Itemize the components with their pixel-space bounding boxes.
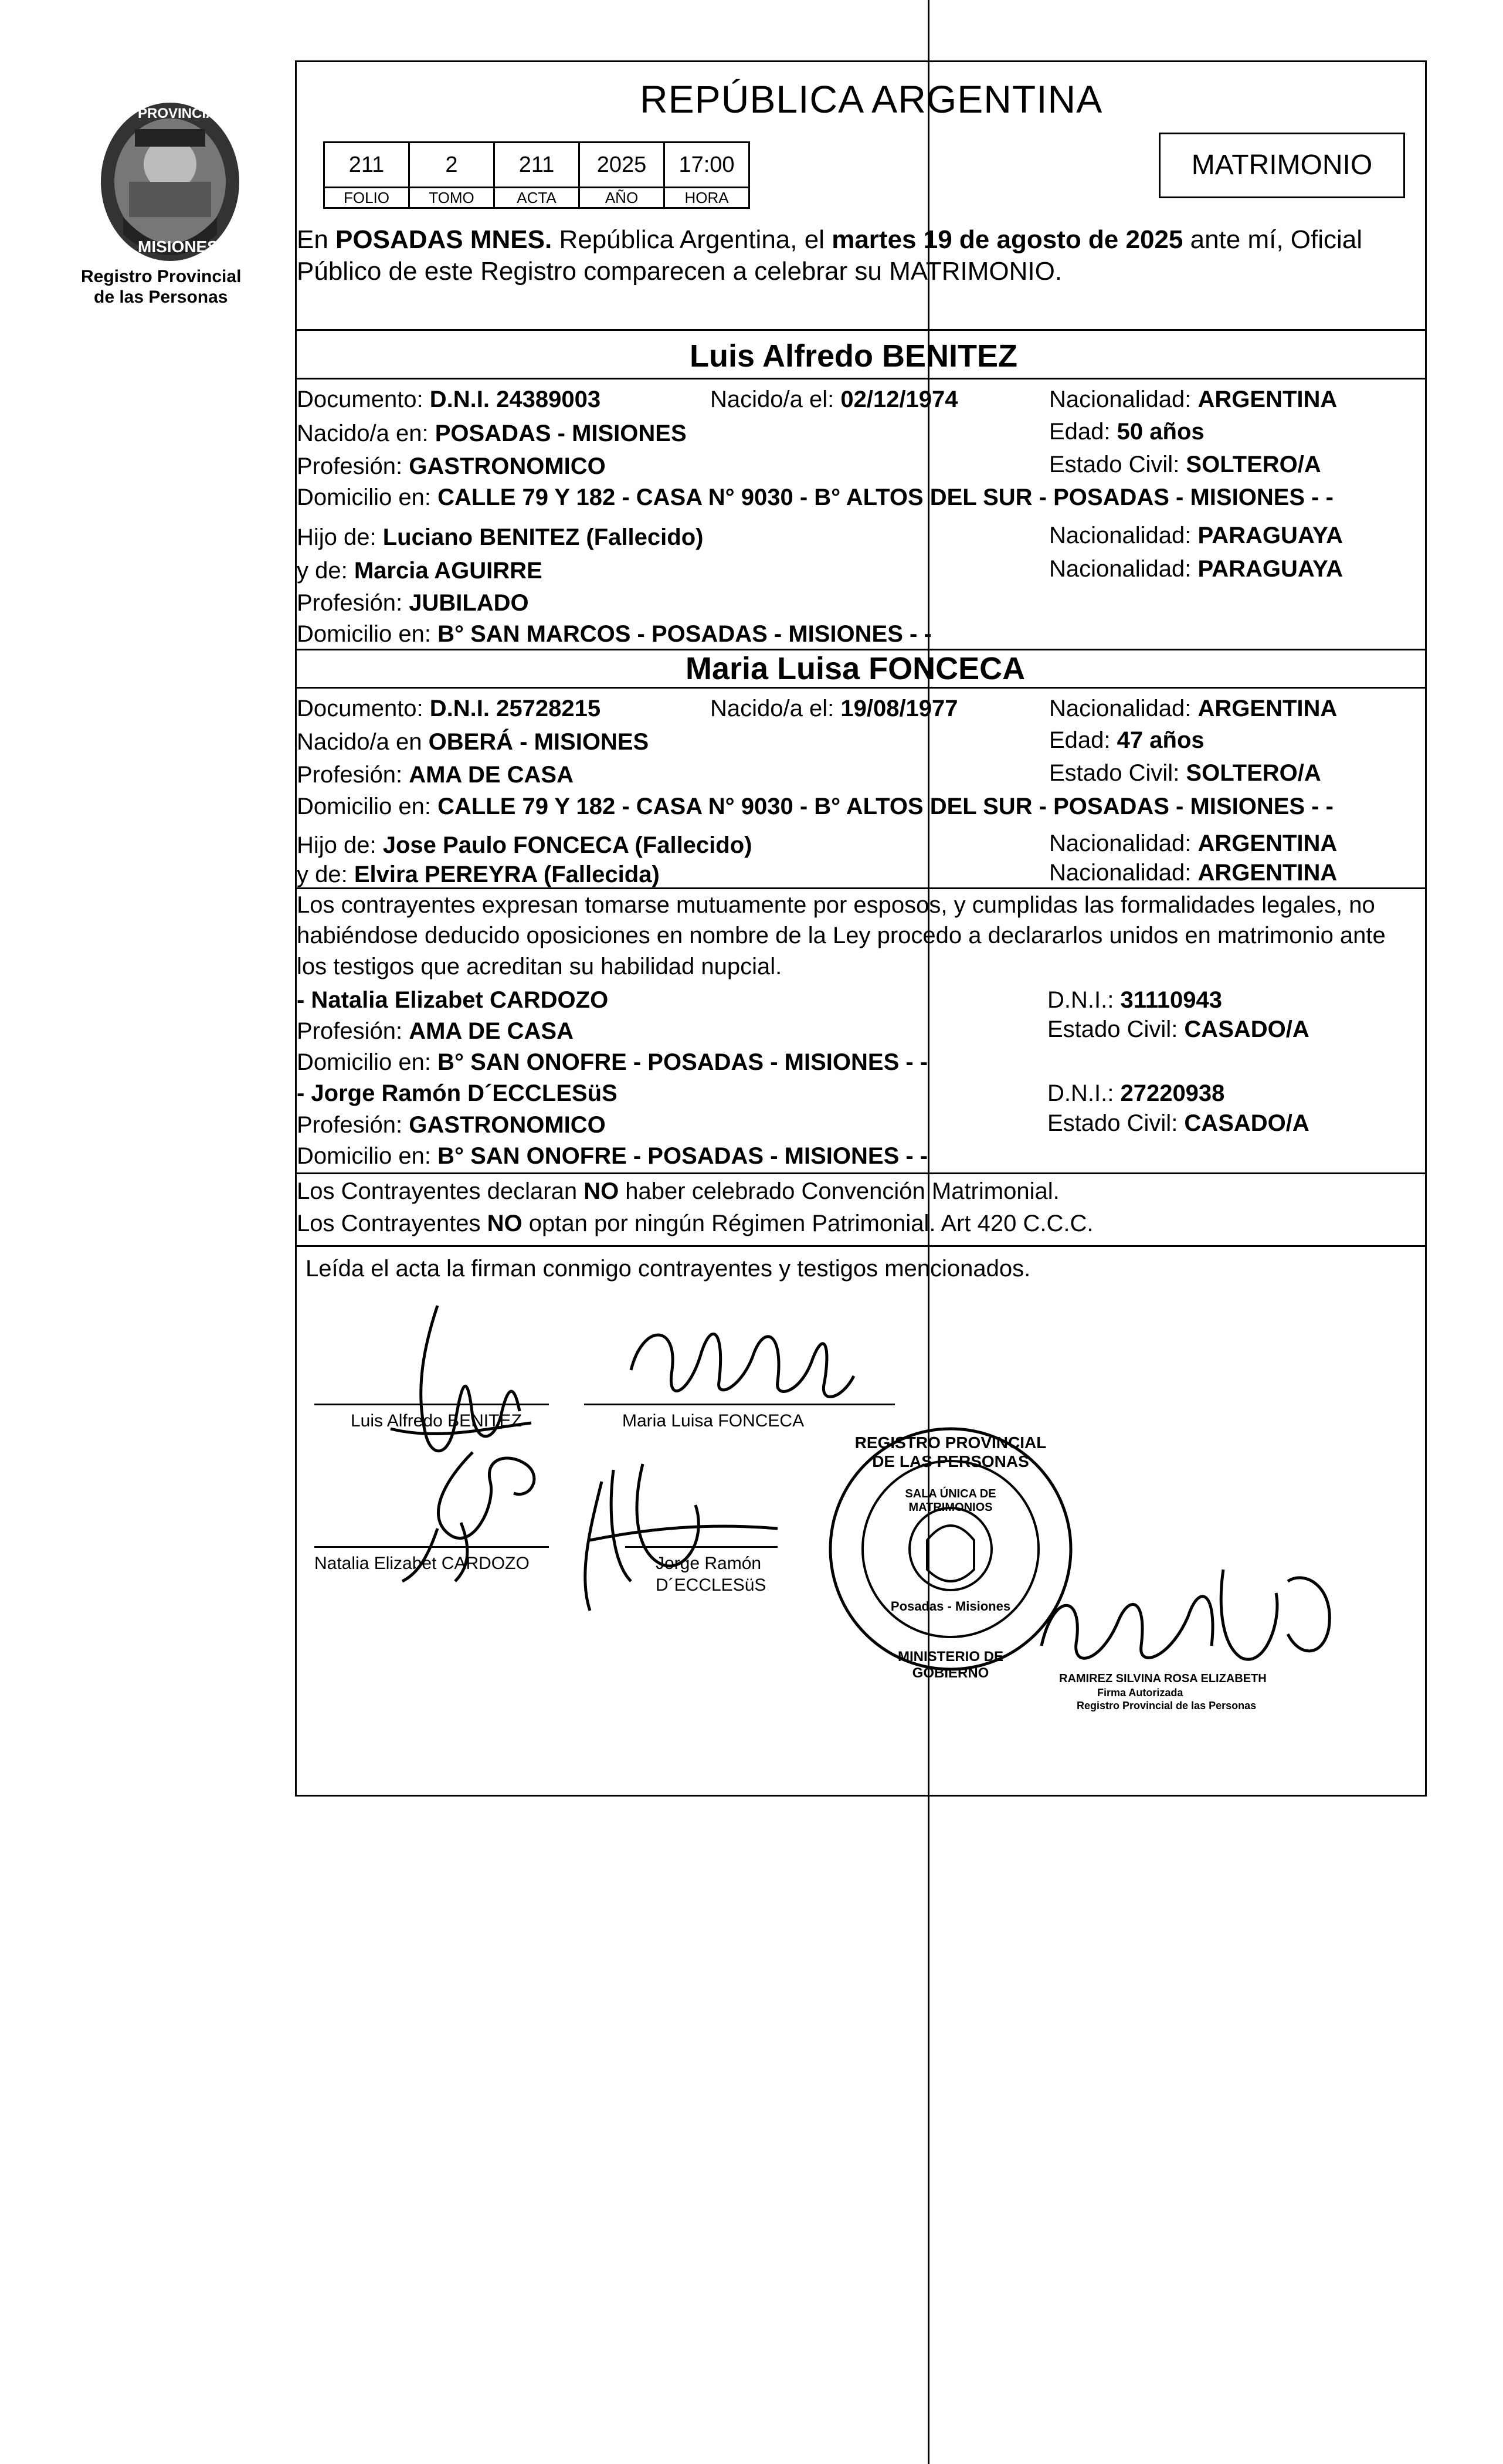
divider-declaration: [297, 887, 1425, 889]
groom-name: Luis Alfredo BENITEZ: [690, 338, 1018, 374]
folio-label: FOLIO: [323, 187, 410, 209]
seal-city: Posadas - Misiones: [890, 1599, 1011, 1614]
witness1-profession: Profesión: AMA DE CASA: [297, 1018, 574, 1044]
doc-type-box: [1159, 133, 1405, 198]
bride-age: Edad: 47 años: [1049, 727, 1205, 753]
registry-logo: [82, 94, 258, 270]
bride-mother-nationality: Nacionalidad: ARGENTINA: [1049, 860, 1338, 886]
groom-parents-profession: Profesión: JUBILADO: [297, 590, 529, 616]
groom-profession: Profesión: GASTRONOMICO: [297, 453, 606, 479]
witness2-civil-status: Estado Civil: CASADO/A: [1047, 1110, 1309, 1136]
witness1-civil-status: Estado Civil: CASADO/A: [1047, 1016, 1309, 1042]
official-signature: [1030, 1546, 1358, 1681]
acta-label: ACTA: [493, 187, 580, 209]
bride-document: Documento: D.N.I. 25728215: [297, 696, 601, 721]
registry-name-line2: de las Personas: [94, 287, 228, 307]
witness2-name: - Jorge Ramón D´ECCLESüS: [297, 1080, 618, 1106]
logo-text-top: PROVINCIA DE: [138, 106, 239, 121]
logo-text-bottom: MISIONES: [138, 238, 218, 256]
witness1-name: - Natalia Elizabet CARDOZO: [297, 987, 609, 1013]
bride-civil-status: Estado Civil: SOLTERO/A: [1049, 760, 1321, 786]
witness2-signature-line: [625, 1546, 778, 1548]
tomo-label: TOMO: [408, 187, 495, 209]
registry-name-line1: Registro Provincial: [81, 267, 242, 286]
witness2-dni: D.N.I.: 27220938: [1047, 1080, 1225, 1106]
groom-father: Hijo de: Luciano BENITEZ (Fallecido): [297, 524, 704, 550]
ano-value: 2025: [578, 141, 665, 188]
groom-parents-address: Domicilio en: B° SAN MARCOS - POSADAS - MISIONES - -: [297, 621, 932, 647]
intro-date: martes 19 de agosto de 2025: [832, 225, 1183, 254]
divider-conventions: [297, 1172, 1425, 1174]
witness1-signature-caption: Natalia Elizabet CARDOZO: [314, 1554, 530, 1573]
groom-civil-status: Estado Civil: SOLTERO/A: [1049, 452, 1321, 477]
declaration-line1: Los contrayentes expresan tomarse mutuamente por esposos, y cumplidas las formalidades legales, no: [297, 892, 1375, 918]
acta-value: 211: [493, 141, 580, 188]
hora-value: 17:00: [663, 141, 750, 188]
groom-born-date: Nacido/a el: 02/12/1974: [710, 387, 958, 412]
seal-bottom-text: MINISTERIO DE GOBIERNO: [897, 1649, 1003, 1681]
divider-groom: [297, 378, 1425, 379]
groom-birthplace: Nacido/a en: POSADAS - MISIONES: [297, 421, 687, 446]
hora-label: HORA: [663, 187, 750, 209]
bride-profession: Profesión: AMA DE CASA: [297, 762, 574, 788]
witness2-signature-caption-line1: Jorge Ramón: [656, 1554, 762, 1573]
witness2-address: Domicilio en: B° SAN ONOFRE - POSADAS - MISIONES - -: [297, 1143, 928, 1169]
bride-birthplace: Nacido/a en OBERÁ - MISIONES: [297, 729, 649, 755]
convention-line1: Los Contrayentes declaran NO haber celebrado Convención Matrimonial.: [297, 1178, 1060, 1204]
tomo-value: 2: [408, 141, 495, 188]
convention-line2: Los Contrayentes NO optan por ningún Régimen Patrimonial. Art 420 C.C.C.: [297, 1211, 1094, 1236]
seal-outer-text: REGISTRO PROVINCIAL DE LAS PERSONAS: [854, 1433, 1047, 1470]
folio-value: 211: [323, 141, 410, 188]
groom-age: Edad: 50 años: [1049, 419, 1205, 445]
bride-name: Maria Luisa FONCECA: [686, 651, 1026, 686]
bride-signature-line: [584, 1404, 895, 1405]
witness1-dni: D.N.I.: 31110943: [1047, 987, 1223, 1013]
groom-mother: y de: Marcia AGUIRRE: [297, 558, 542, 584]
groom-signature-caption: Luis Alfredo BENITEZ: [351, 1411, 522, 1431]
intro-city: POSADAS MNES.: [335, 225, 552, 254]
witness2-signature: [555, 1446, 789, 1622]
bride-father: Hijo de: Jose Paulo FONCECA (Fallecido): [297, 832, 752, 858]
official-title1: Firma Autorizada: [1097, 1687, 1183, 1699]
bride-nationality: Nacionalidad: ARGENTINA: [1049, 696, 1338, 721]
divider-header: [297, 329, 1425, 331]
ano-label: AÑO: [578, 187, 665, 209]
groom-signature-line: [314, 1404, 549, 1405]
groom-address: Domicilio en: CALLE 79 Y 182 - CASA N° 9030 - B° ALTOS DEL SUR - POSADAS - MISIONES - -: [297, 484, 1334, 510]
bride-born-date: Nacido/a el: 19/08/1977: [710, 696, 958, 721]
official-name: RAMIREZ SILVINA ROSA ELIZABETH: [1059, 1672, 1267, 1685]
witness2-signature-caption-line2: D´ECCLESüS: [656, 1575, 766, 1595]
declaration-line2: habiéndose deducido oposiciones en nombre de la Ley procedo a declararlos unidos en matrimonio ante: [297, 923, 1386, 948]
witness2-profession: Profesión: GASTRONOMICO: [297, 1112, 606, 1138]
groom-nationality: Nacionalidad: ARGENTINA: [1049, 387, 1338, 412]
groom-mother-nationality: Nacionalidad: PARAGUAYA: [1049, 556, 1343, 582]
witness1-address: Domicilio en: B° SAN ONOFRE - POSADAS - MISIONES - -: [297, 1049, 928, 1075]
official-title2: Registro Provincial de las Personas: [1077, 1700, 1257, 1711]
bride-signature-caption: Maria Luisa FONCECA: [622, 1411, 805, 1431]
divider-bride-name: [297, 687, 1425, 689]
doc-type: MATRIMONIO: [1191, 150, 1373, 181]
groom-document: Documento: D.N.I. 24389003: [297, 387, 601, 412]
scan-vertical-line: [928, 0, 929, 2464]
record-grid: [323, 141, 751, 209]
seal-inner-text: SALA ÚNICA DE MATRIMONIOS: [905, 1487, 996, 1514]
declaration-line3: los testigos que acreditan su habilidad nupcial.: [297, 954, 782, 980]
marriage-certificate-form: [295, 60, 1427, 1797]
witness1-signature-line: [314, 1546, 549, 1548]
country-title: REPÚBLICA ARGENTINA: [640, 77, 1103, 121]
intro-line2: Público de este Registro comparecen a celebrar su MATRIMONIO.: [297, 257, 1063, 286]
bride-father-nationality: Nacionalidad: ARGENTINA: [1049, 831, 1338, 856]
closing-text: Leída el acta la firman conmigo contrayentes y testigos mencionados.: [306, 1256, 1031, 1282]
bride-signature: [608, 1300, 866, 1417]
groom-father-nationality: Nacionalidad: PARAGUAYA: [1049, 523, 1343, 548]
intro-line1: En POSADAS MNES. República Argentina, el martes 19 de agosto de 2025 ante mí, Oficial: [297, 225, 1363, 254]
divider-signatures: [297, 1245, 1425, 1247]
bride-address: Domicilio en: CALLE 79 Y 182 - CASA N° 9030 - B° ALTOS DEL SUR - POSADAS - MISIONES - -: [297, 794, 1334, 819]
bride-mother: y de: Elvira PEREYRA (Fallecida): [297, 862, 660, 887]
